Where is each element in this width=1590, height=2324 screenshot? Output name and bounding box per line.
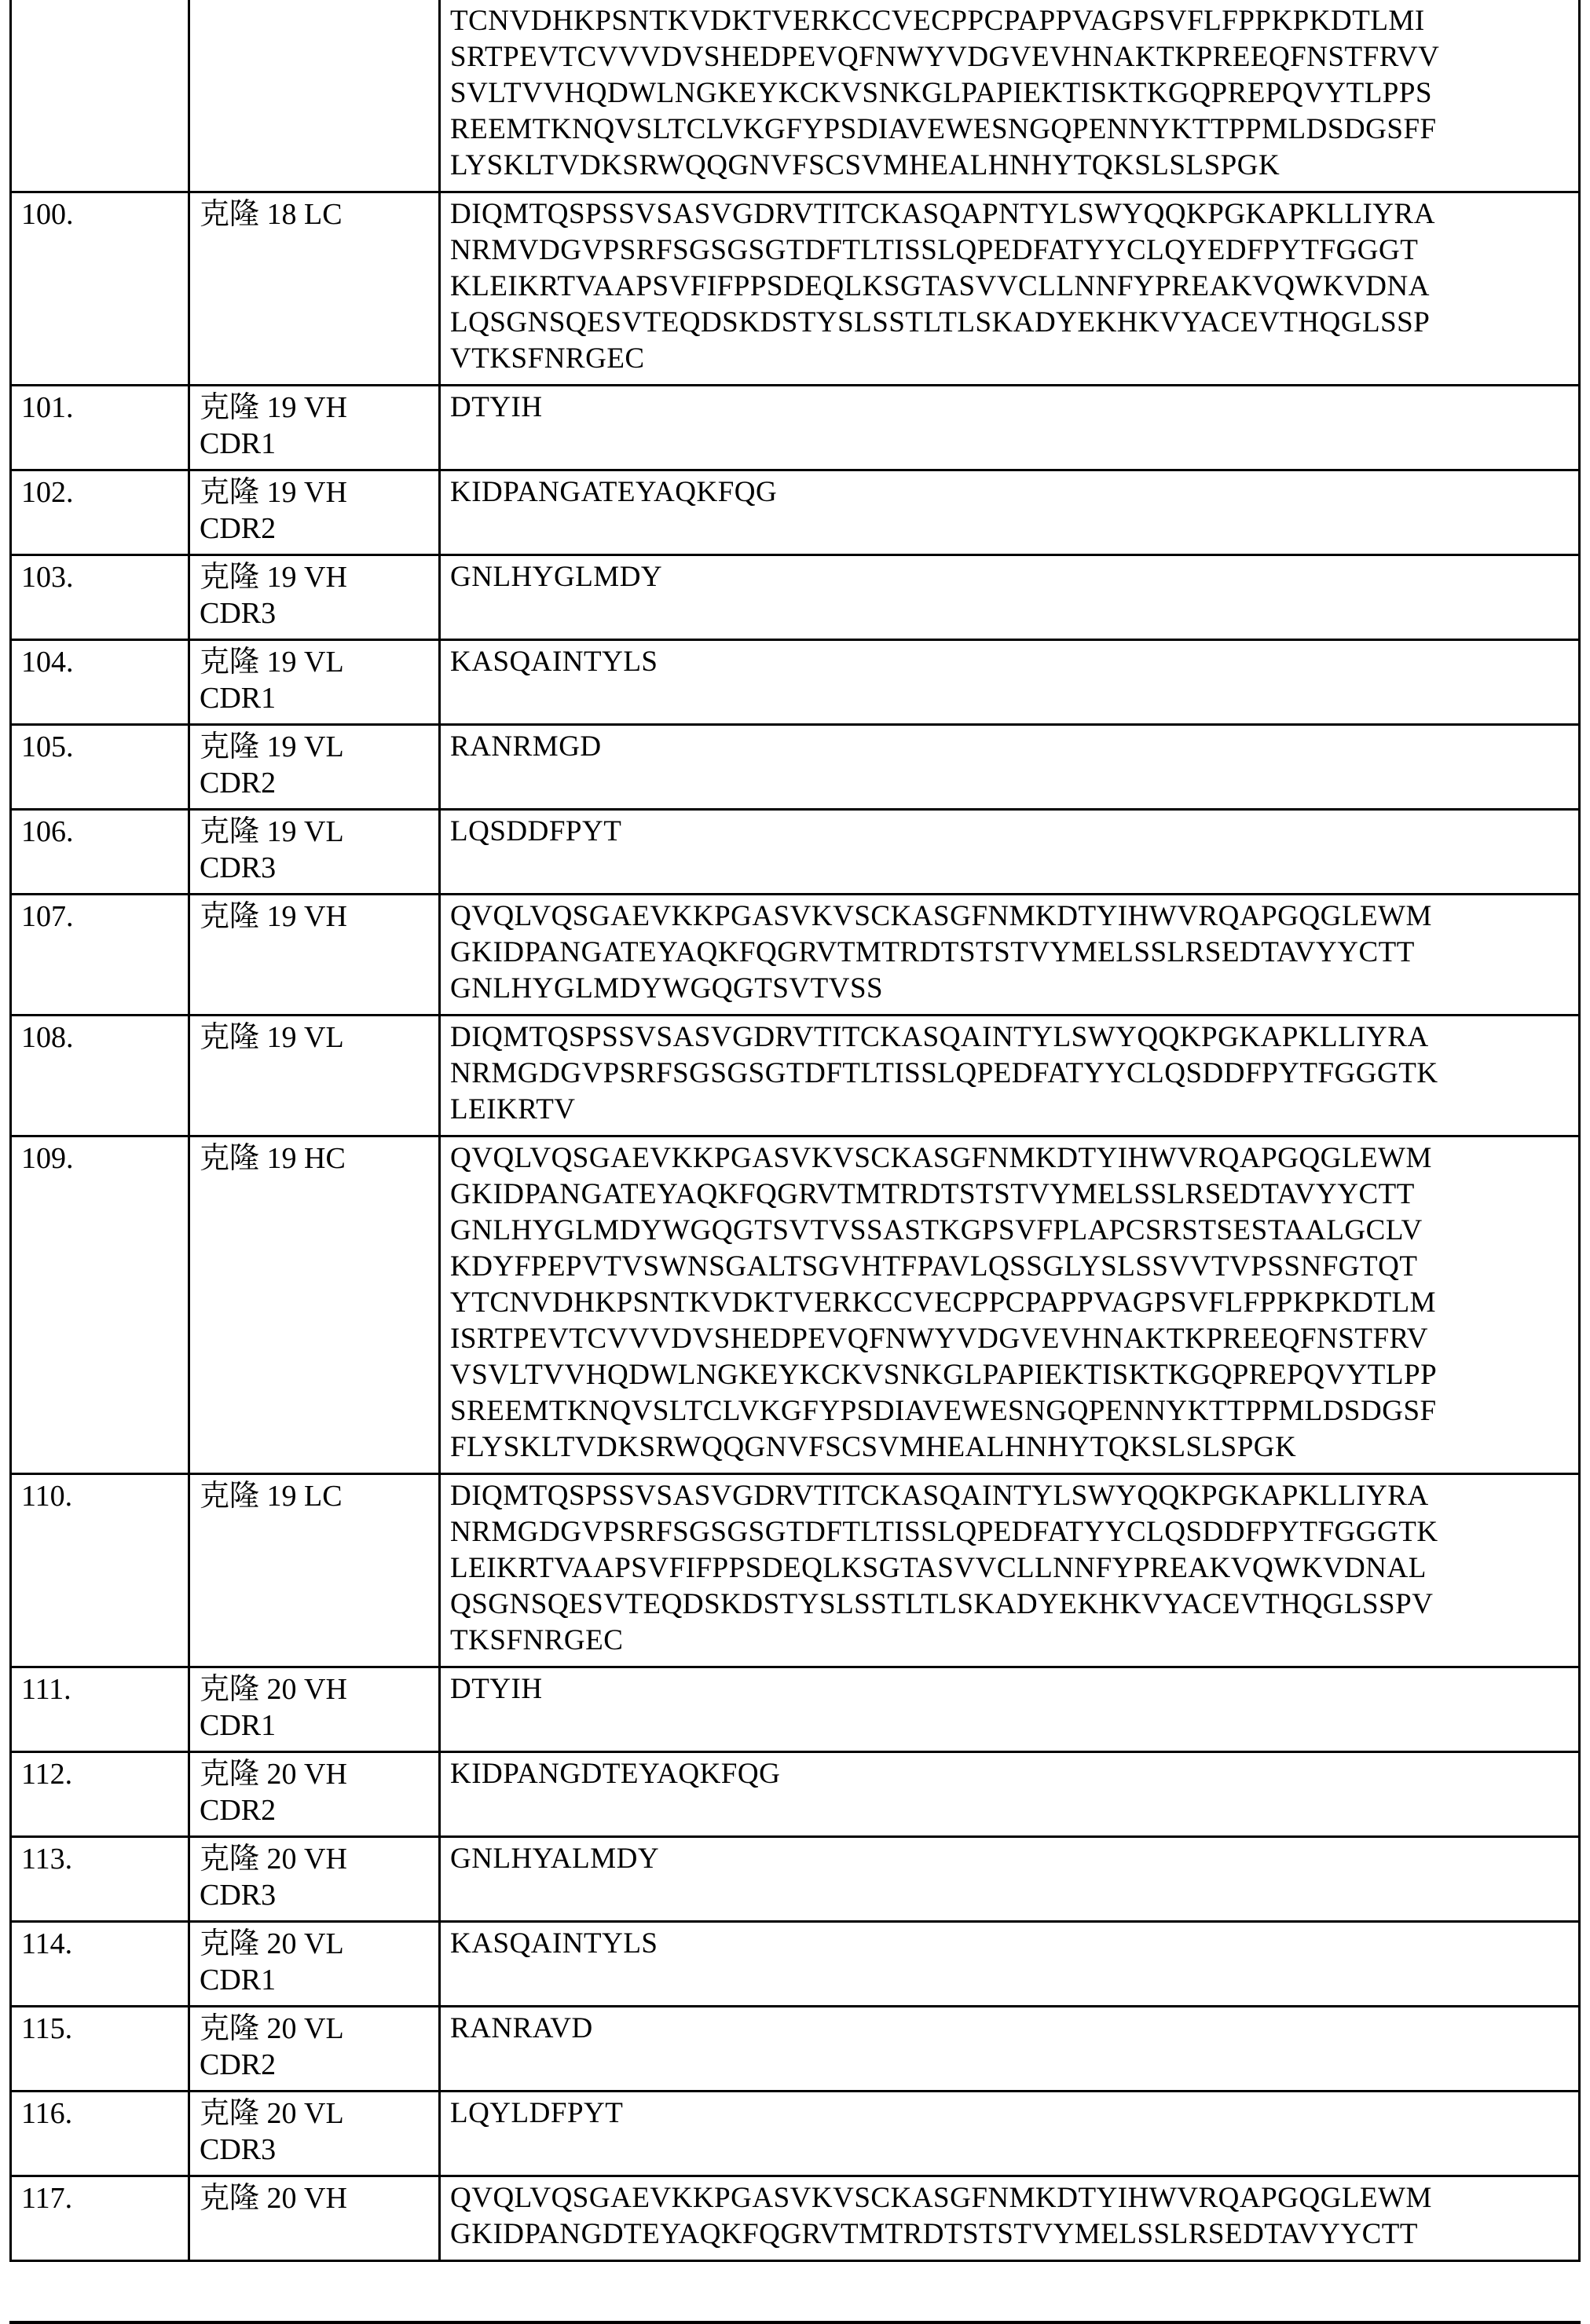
sequence-text: GNLHYGLMDY bbox=[440, 555, 1580, 640]
sequence-text: TCNVDHKPSNTKVDKTVERKCCVECPPCPAPPVAGPSVFLFPPKPKDTLMI SRTPEVTCVVVDVSHEDPEVQFNWYVDGVEVHNAKTKPREEQFNSTFRVV SVLTVVHQDWLNGKEYKCKVSNKGLPAPIEKTISKTKGQPREPQVYTLPPS REEMTKNQVSLTCLVKGFYPSDIAVEWESNGQPENNYKTTPPMLDSDGSFF LYSKLTVDKSRWQQGNVFSCSVMHEALHNHYTQKSLSLSPGK bbox=[440, 0, 1580, 192]
sequence-text: DTYIH bbox=[440, 1667, 1580, 1752]
table-row bbox=[11, 1752, 1580, 1837]
clone-label: 克隆 19 VH bbox=[189, 895, 440, 1016]
row-number: 115. bbox=[11, 2007, 189, 2092]
row-number: 101. bbox=[11, 386, 189, 470]
clone-label: 克隆 19 LC bbox=[189, 1474, 440, 1667]
clone-label: 克隆 19 VL CDR2 bbox=[189, 725, 440, 810]
sequence-text: GNLHYALMDY bbox=[440, 1837, 1580, 1922]
clone-label: 克隆 18 LC bbox=[189, 192, 440, 386]
clone-label: 克隆 19 VL CDR3 bbox=[189, 810, 440, 895]
clone-label: 克隆 19 VL CDR1 bbox=[189, 640, 440, 725]
sequence-text: KASQAINTYLS bbox=[440, 1922, 1580, 2007]
row-number: 102. bbox=[11, 470, 189, 555]
table-row bbox=[11, 1837, 1580, 1922]
sequence-text: KASQAINTYLS bbox=[440, 640, 1580, 725]
clone-label: 克隆 19 HC bbox=[189, 1136, 440, 1474]
row-number: 117. bbox=[11, 2176, 189, 2261]
row-number: 114. bbox=[11, 1922, 189, 2007]
sequence-text: KIDPANGDTEYAQKFQG bbox=[440, 1752, 1580, 1837]
clone-label: 克隆 20 VH CDR2 bbox=[189, 1752, 440, 1837]
sequence-text: DIQMTQSPSSVSASVGDRVTITCKASQAINTYLSWYQQKPGKAPKLLIYRA NRMGDGVPSRFSGSGSGTDFTLTISSLQPEDFATYYCLQSDDFPYTFGGGTK LEIKRTVAAPSVFIFPPSDEQLKSGTASVVCLLNNFYPREAKVQWKVDNAL QSGNSQESVTEQDSKDSTYSLSSTLTLSKADYEKHKVYACEVTHQGLSSPV TKSFNRGEC bbox=[440, 1474, 1580, 1667]
row-number: 104. bbox=[11, 640, 189, 725]
row-number: 112. bbox=[11, 1752, 189, 1837]
table-row bbox=[11, 1136, 1580, 1474]
table-row bbox=[11, 2092, 1580, 2176]
row-number: 103. bbox=[11, 555, 189, 640]
table-row bbox=[11, 0, 1580, 192]
row-number: 116. bbox=[11, 2092, 189, 2176]
page-bottom-border bbox=[9, 2321, 1581, 2324]
table-row bbox=[11, 386, 1580, 470]
row-number: 111. bbox=[11, 1667, 189, 1752]
sequence-text: RANRMGD bbox=[440, 725, 1580, 810]
clone-label: 克隆 19 VH CDR3 bbox=[189, 555, 440, 640]
row-number: 106. bbox=[11, 810, 189, 895]
clone-label: 克隆 19 VH CDR2 bbox=[189, 470, 440, 555]
clone-label: 克隆 20 VL CDR1 bbox=[189, 1922, 440, 2007]
sequence-text: DIQMTQSPSSVSASVGDRVTITCKASQAPNTYLSWYQQKPGKAPKLLIYRA NRMVDGVPSRFSGSGSGTDFTLTISSLQPEDFATYYCLQYEDFPYTFGGGT KLEIKRTVAAPSVFIFPPSDEQLKSGTASVVCLLNNFYPREAKVQWKVDNA LQSGNSQESVTEQDSKDSTYSLSSTLTLSKADYEKHKVYACEVTHQGLSSP VTKSFNRGEC bbox=[440, 192, 1580, 386]
clone-label: 克隆 20 VH CDR3 bbox=[189, 1837, 440, 1922]
table-row bbox=[11, 2176, 1580, 2261]
table-row bbox=[11, 2007, 1580, 2092]
clone-label: 克隆 20 VL CDR2 bbox=[189, 2007, 440, 2092]
table-row bbox=[11, 725, 1580, 810]
clone-label: 克隆 20 VH bbox=[189, 2176, 440, 2261]
sequence-text: LQYLDFPYT bbox=[440, 2092, 1580, 2176]
row-number: 108. bbox=[11, 1016, 189, 1136]
table-row bbox=[11, 192, 1580, 386]
table-row bbox=[11, 555, 1580, 640]
table-row bbox=[11, 1474, 1580, 1667]
table-row bbox=[11, 895, 1580, 1016]
row-number: 110. bbox=[11, 1474, 189, 1667]
table-row bbox=[11, 640, 1580, 725]
table-row bbox=[11, 1922, 1580, 2007]
sequence-table-body bbox=[11, 0, 1580, 2261]
clone-label: 克隆 20 VH CDR1 bbox=[189, 1667, 440, 1752]
table-row bbox=[11, 1016, 1580, 1136]
row-number bbox=[11, 0, 189, 192]
table-row bbox=[11, 810, 1580, 895]
sequence-text: DTYIH bbox=[440, 386, 1580, 470]
table-row bbox=[11, 1667, 1580, 1752]
row-number: 105. bbox=[11, 725, 189, 810]
table-row bbox=[11, 470, 1580, 555]
sequence-text: RANRAVD bbox=[440, 2007, 1580, 2092]
clone-label: 克隆 19 VH CDR1 bbox=[189, 386, 440, 470]
row-number: 100. bbox=[11, 192, 189, 386]
clone-label: 克隆 19 VL bbox=[189, 1016, 440, 1136]
sequence-text: QVQLVQSGAEVKKPGASVKVSCKASGFNMKDTYIHWVRQAPGQGLEWM GKIDPANGATEYAQKFQGRVTMTRDTSTSTVYMELSSLRSEDTAVYYCTT GNLHYGLMDYWGQGTSVTVSSASTKGPSVFPLAPCSRSTSESTAALGCLV KDYFPEPVTVSWNSGALTSGVHTFPAVLQSSGLYSLSSVVTVPSSNFGTQT YTCNVDHKPSNTKVDKTVERKCCVECPPCPAPPVAGPSVFLFPPKPKDTLM ISRTPEVTCVVVDVSHEDPEVQFNWYVDGVEVHNAKTKPREEQFNSTFRV VSVLTVVHQDWLNGKEYKCKVSNKGLPAPIEKTISKTKGQPREPQVYTLPP SREEMTKNQVSLTCLVKGFYPSDIAVEWESNGQPENNYKTTPPMLDSDGSF FLYSKLTVDKSRWQQGNVFSCSVMHEALHNHYTQKSLSLSPGK bbox=[440, 1136, 1580, 1474]
clone-label: 克隆 20 VL CDR3 bbox=[189, 2092, 440, 2176]
row-number: 109. bbox=[11, 1136, 189, 1474]
sequence-text: DIQMTQSPSSVSASVGDRVTITCKASQAINTYLSWYQQKPGKAPKLLIYRA NRMGDGVPSRFSGSGSGTDFTLTISSLQPEDFATYYCLQSDDFPYTFGGGTK LEIKRTV bbox=[440, 1016, 1580, 1136]
sequence-text: QVQLVQSGAEVKKPGASVKVSCKASGFNMKDTYIHWVRQAPGQGLEWM GKIDPANGDTEYAQKFQGRVTMTRDTSTSTVYMELSSLRSEDTAVYYCTT bbox=[440, 2176, 1580, 2261]
row-number: 107. bbox=[11, 895, 189, 1016]
row-number: 113. bbox=[11, 1837, 189, 1922]
sequence-table bbox=[9, 0, 1581, 2262]
sequence-text: KIDPANGATEYAQKFQG bbox=[440, 470, 1580, 555]
clone-label bbox=[189, 0, 440, 192]
sequence-text: QVQLVQSGAEVKKPGASVKVSCKASGFNMKDTYIHWVRQAPGQGLEWM GKIDPANGATEYAQKFQGRVTMTRDTSTSTVYMELSSLRSEDTAVYYCTT GNLHYGLMDYWGQGTSVTVSS bbox=[440, 895, 1580, 1016]
sequence-text: LQSDDFPYT bbox=[440, 810, 1580, 895]
